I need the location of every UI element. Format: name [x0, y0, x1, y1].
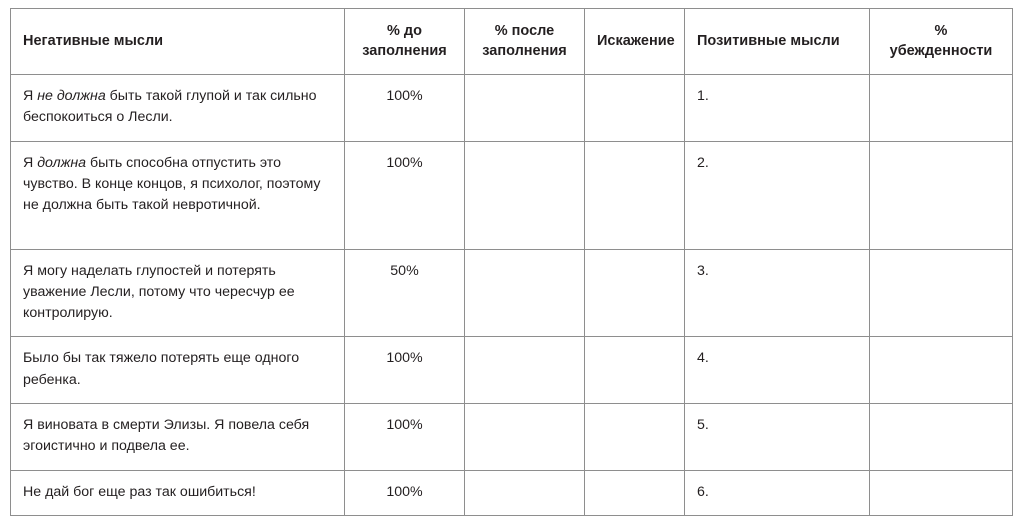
table-row: [11, 249, 1013, 337]
table-header: [11, 9, 1013, 75]
cell-distortion[interactable]: [585, 470, 685, 515]
cell-percent-after[interactable]: [465, 404, 585, 471]
cell-percent-before: 100%: [345, 141, 465, 249]
cell-percent-belief[interactable]: [870, 337, 1013, 404]
cell-negative-thought: Я виновата в смерти Элизы. Я повела себя эгоистично и подвела ее.: [11, 404, 345, 471]
cell-positive-thought[interactable]: 5.: [685, 404, 870, 471]
cell-percent-after[interactable]: [465, 337, 585, 404]
cell-positive-thought[interactable]: 4.: [685, 337, 870, 404]
cell-negative-thought: Было бы так тяжело потерять еще одного ребенка.: [11, 337, 345, 404]
table-row: [11, 404, 1013, 471]
column-header-negative-thoughts: Негативные мысли: [11, 9, 345, 75]
cell-percent-belief[interactable]: [870, 470, 1013, 515]
table-row: [11, 141, 1013, 249]
cell-negative-thought: Не дай бог еще раз так ошибиться!: [11, 470, 345, 515]
cell-percent-after[interactable]: [465, 141, 585, 249]
table-body: [11, 75, 1013, 516]
column-header-percent-belief: % убежденности: [870, 9, 1013, 75]
table-header-row: [11, 9, 1013, 75]
cell-positive-thought[interactable]: 1.: [685, 75, 870, 142]
column-header-positive-thoughts: Позитивные мысли: [685, 9, 870, 75]
column-header-distortion: Искажение: [585, 9, 685, 75]
cell-distortion[interactable]: [585, 337, 685, 404]
table-row: [11, 337, 1013, 404]
column-header-percent-after: % после заполнения: [465, 9, 585, 75]
cell-distortion[interactable]: [585, 404, 685, 471]
cell-percent-before: 100%: [345, 470, 465, 515]
cell-distortion[interactable]: [585, 141, 685, 249]
column-header-percent-before: % до заполнения: [345, 9, 465, 75]
cell-percent-before: 100%: [345, 75, 465, 142]
cell-positive-thought[interactable]: 3.: [685, 249, 870, 337]
cell-percent-belief[interactable]: [870, 75, 1013, 142]
cell-percent-before: 50%: [345, 249, 465, 337]
table-row: [11, 470, 1013, 515]
cell-percent-before: 100%: [345, 337, 465, 404]
cell-percent-belief[interactable]: [870, 141, 1013, 249]
cell-percent-belief[interactable]: [870, 404, 1013, 471]
cell-positive-thought[interactable]: 6.: [685, 470, 870, 515]
cell-negative-thought: Я должна быть способна отпустить это чувство. В конце концов, я психолог, поэтому не должна быть такой невротичной.: [11, 141, 345, 249]
cell-percent-after[interactable]: [465, 75, 585, 142]
table-row: [11, 75, 1013, 142]
cell-positive-thought[interactable]: 2.: [685, 141, 870, 249]
cell-percent-before: 100%: [345, 404, 465, 471]
cell-percent-after[interactable]: [465, 249, 585, 337]
cell-distortion[interactable]: [585, 75, 685, 142]
negative-thoughts-table: [10, 8, 1013, 516]
cell-percent-belief[interactable]: [870, 249, 1013, 337]
cell-percent-after[interactable]: [465, 470, 585, 515]
cell-negative-thought: Я не должна быть такой глупой и так сильно беспокоиться о Лесли.: [11, 75, 345, 142]
cell-distortion[interactable]: [585, 249, 685, 337]
cell-negative-thought: Я могу наделать глупостей и потерять уважение Лесли, потому что чересчур ее контролирую.: [11, 249, 345, 337]
